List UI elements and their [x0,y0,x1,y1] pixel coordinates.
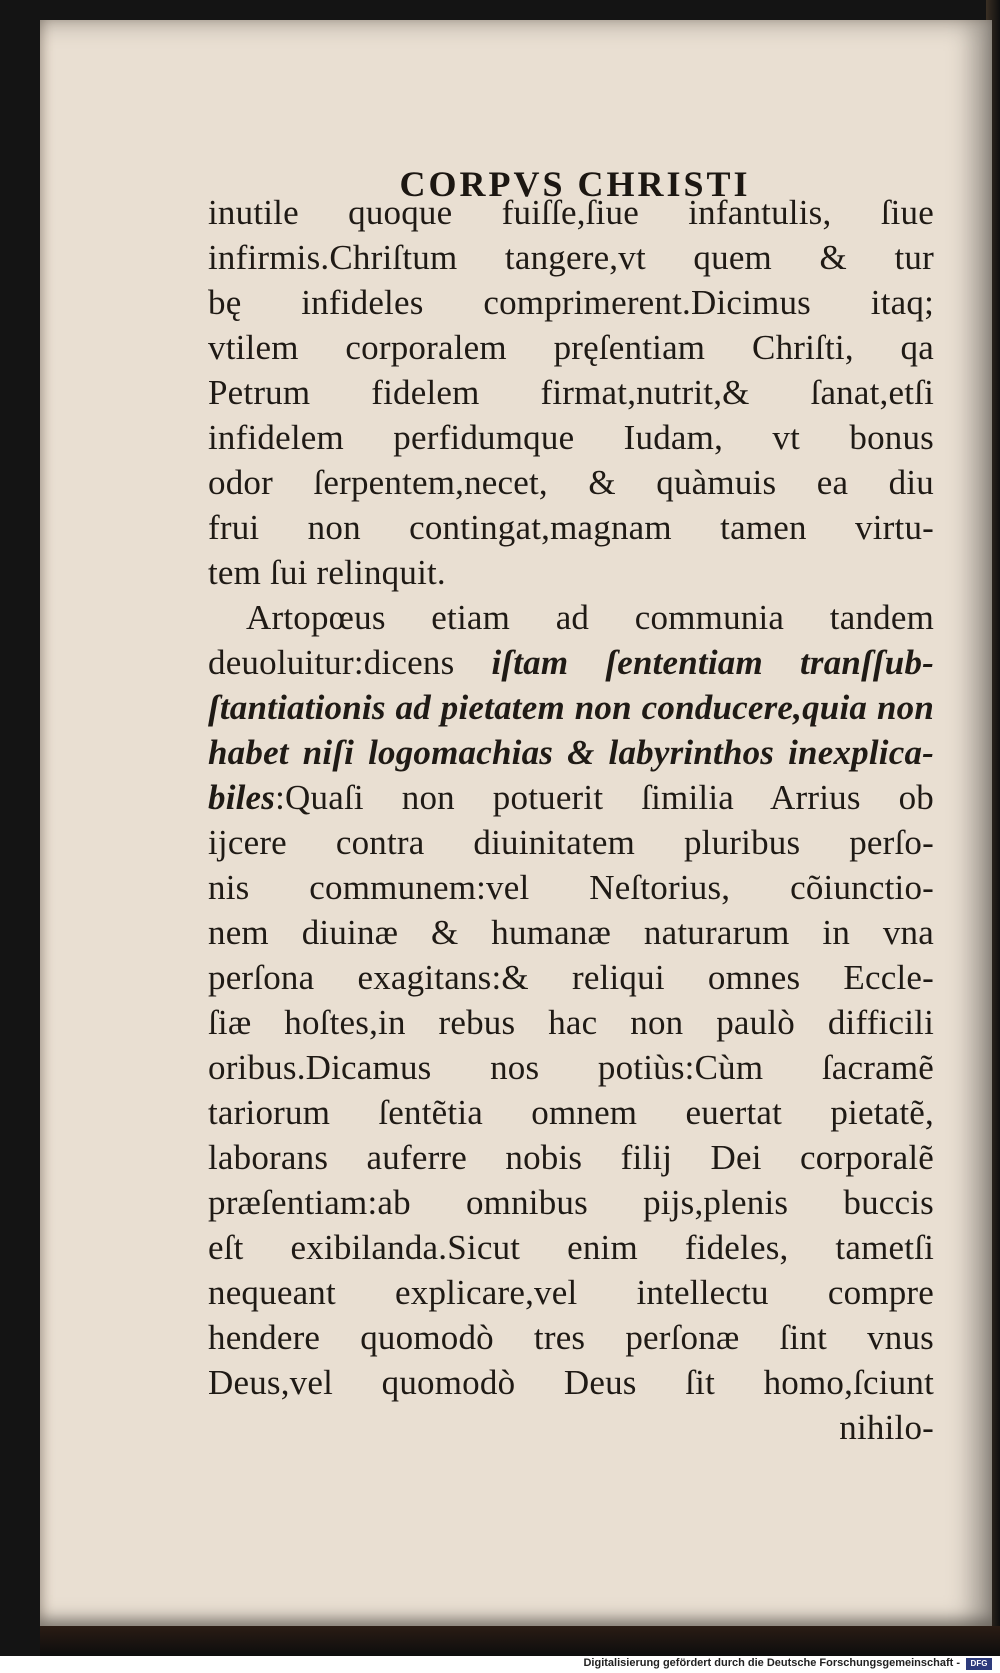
text-line [208,1135,934,1180]
text-line [208,1180,934,1225]
text-line [208,1360,934,1405]
text-line [208,1045,934,1090]
text-line [208,1270,934,1315]
text-line [208,370,934,415]
text-line [208,550,934,595]
text-line [208,595,934,640]
text-segment: præſentiam:ab omnibus pijs,plenis buccis [208,1183,934,1222]
body-text [208,190,934,1450]
footer [0,1656,1000,1673]
text-segment: odor ſerpentem,necet, & quàmuis ea diu [208,463,934,502]
text-segment: oribus.Dicamus nos potiùs:Cùm ſacramẽ [208,1048,934,1087]
text-line [208,280,934,325]
text-segment: infirmis.Chriſtum tangere,vt quem & tur [208,238,934,277]
text-line [208,1090,934,1135]
text-segment: eſt exibilanda.Sicut enim fideles, tametſi [208,1228,934,1267]
text-line [208,775,934,820]
text-line [208,325,934,370]
italic-text-segment: ſtantiationis ad pietatem non conducere,quia non [208,688,934,727]
text-segment: hendere quomodò tres perſonæ ſint vnus [208,1318,934,1357]
text-segment: nequeant explicare,vel intellectu compre [208,1273,934,1312]
text-segment: tariorum ſentẽtia omnem euertat pietatẽ, [208,1093,934,1132]
text-line [208,685,934,730]
text-line [208,190,934,235]
text-segment: inutile quoque fuiſſe,ſiue infantulis, ſiue [208,193,934,232]
italic-text-segment: biles [208,778,276,817]
text-line [208,820,934,865]
text-segment: bę infideles comprimerent.Dicimus itaq; [208,283,934,322]
text-segment: nihilo- [839,1408,934,1447]
text-segment: nem diuinæ & humanæ naturarum in vna [208,913,934,952]
text-line [208,1000,934,1045]
text-segment: Petrum fidelem firmat,nutrit,& ſanat,etſi [208,373,934,412]
text-segment: frui non contingat,magnam tamen virtu- [208,508,934,547]
text-segment: perſona exagitans:& reliqui omnes Eccle- [208,958,934,997]
text-line [208,955,934,1000]
text-line [208,235,934,280]
text-segment: deuoluitur:dicens [208,643,492,682]
text-segment: ijcere contra diuinitatem pluribus perſo- [208,823,934,862]
text-segment: :Quaſi non potuerit ſimilia Arrius ob [275,778,934,817]
text-line [208,460,934,505]
italic-text-segment: iſtam ſententiam tranſſub- [491,643,934,682]
text-segment: nis communem:vel Neſtorius, cõiunctio- [208,868,934,907]
text-line [208,415,934,460]
text-line [208,505,934,550]
footer-credit: Digitalisierung gefördert durch die Deutsche Forschungsgemeinschaft - [583,1657,960,1669]
text-line [208,865,934,910]
text-line [208,1225,934,1270]
italic-text-segment: habet niſi logomachias & labyrinthos inexplica- [208,733,934,772]
text-line [208,1315,934,1360]
text-segment: Artopœus etiam ad communia tandem [246,598,934,637]
text-line [208,640,934,685]
text-segment: Deus,vel quomodò Deus ſit homo,ſciunt [208,1363,934,1402]
text-segment: infidelem perfidumque Iudam, vt bonus [208,418,934,457]
dfg-logo: DFG [966,1658,992,1670]
text-line [208,910,934,955]
page-edge-bottom [40,1626,1000,1656]
text-segment: tem ſui relinquit. [208,553,446,592]
text-segment: laborans auferre nobis filij Dei corporalẽ [208,1138,934,1177]
running-head: CORPVS CHRISTI [399,164,751,204]
text-segment: ſiæ hoſtes,in rebus hac non paulò difficili [208,1003,934,1042]
text-line [208,730,934,775]
text-line [208,1405,934,1450]
text-segment: vtilem corporalem pręſentiam Chriſti, qa [208,328,934,367]
